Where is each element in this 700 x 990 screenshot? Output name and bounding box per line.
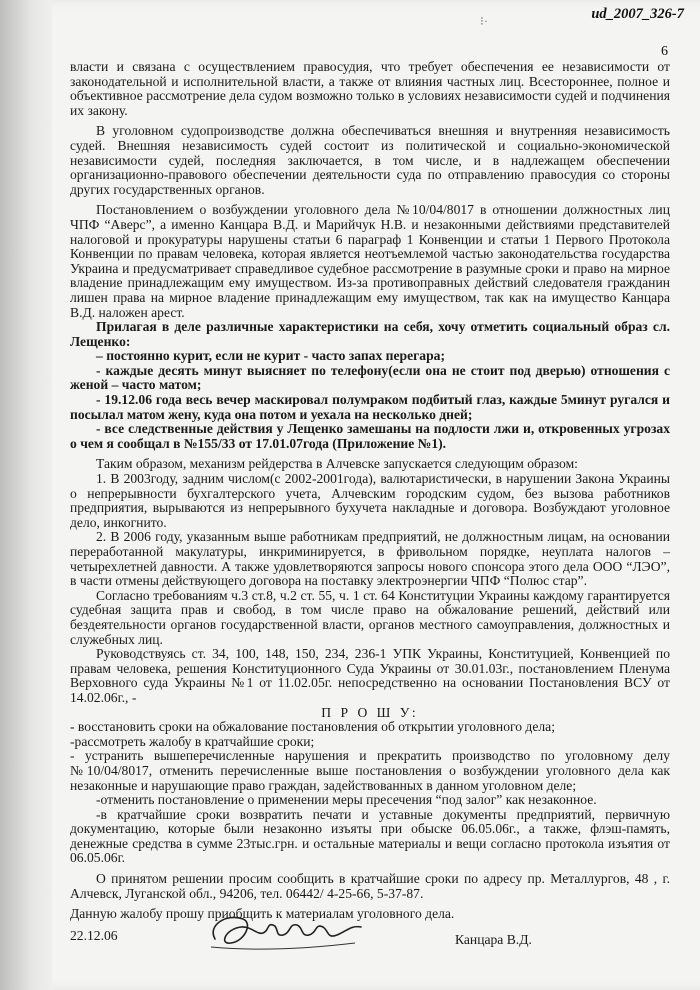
request-item: -рассмотреть жалобу в кратчайшие сроки; [70,733,315,749]
paragraph: 2. В 2006 году, указанным выше работникам предприятий, не должностным лицам, на основании переработанной макулатуры, инкриминируется, в фривольном порядке, неуплата налогов – четырехлетней давности. А также удовлетворяются запросы нового спонсора этого дела ООО “ЛЭО”, в части отмены действующего договора на поставку электроэнергии ЧПФ “Полюс стар”. [70,529,670,589]
paragraph-bold: - каждые десять минут выясняет по телефону(если она не стоит под дверью) отношения с женой – часто матом; [70,362,670,393]
left-page-edge [0,0,52,990]
document-body [70,60,670,922]
margin-mark: ⁝· [480,14,488,28]
paragraph: Данную жалобу прошу приобщить к материалам уголовного дела. [70,906,455,922]
handwritten-signature [205,905,375,960]
request-heading: П Р О Ш У: [321,704,419,720]
request-item: -в кратчайшие сроки возвратить печати и уставные документы предприятий, первичную документацию, которые были незаконно изъяты при обыске 06.05.06г., а также, флэш-память, денежные средства в сумме 23тыс.грн. и остальные материалы и вещи согласно протокола изъятия от 06.05.06г. [70,806,670,866]
paragraph: О принятом решении просим сообщить в кратчайшие сроки по адресу пр. Металлургов, 48 , г. Алчевск, Луганской обл., 94206, тел. 06442/ 4-25-66, 5-37-87. [70,871,670,901]
signer-name: Канцара В.Д. [455,932,532,947]
request-item: - устранить вышеперечисленные нарушения и прекратить производство по уголовному делу №10/04/8017, отменить перечисленные выше постановления о возбуждении уголовного дела как незаконные и нарушающие право граждан, задействованных в данном уголовном деле; [70,748,670,793]
paragraph-bold: Прилагая в деле различные характеристики на себя, хочу отметить социальный образ сл. Лещенко: [70,319,670,349]
request-item: - восстановить сроки на обжалование постановления об открытии уголовного дела; [70,719,555,735]
page-number: 6 [661,44,668,59]
paragraph: Постановлением о возбуждении уголовного дела №10/04/8017 в отношении должностных лиц ЧПФ “Аверс”, а именно Канцара В.Д. и Марийчук Н.В. и незаконными действиями представителей налоговой и прокуратуры нарушены статьи 6 параграф 1 Конвенции и статьи 1 Первого Протокола Конвенции по правам человека, которая является неотъемлемой частью законодательства государства Украина и предусматривает справедливое судебное рассмотрение в разумные сроки и право на мирное владение принадлежащим ему имуществом. Из-за противоправных действий следователя гражданин лишен права на мирное владение принадлежащим ему имуществом, так как на имущество Канцара В.Д. наложен арест. [70,202,670,320]
document-date: 22.12.06 [70,928,118,943]
paragraph-bold: - 19.12.06 года весь вечер маскировал полумраком подбитый глаз, каждые 5минут ругался и посылал матом жену, куда она потом и уехала на несколько дней; [70,392,670,422]
paragraph: В уголовном судопроизводстве должна обеспечиваться внешняя и внутренняя независимость судей. Внешняя независимость судей состоит из политической и социально-экономической независимости судей, последняя заключается, в том числе, и в надлежащем обеспечении организационно-правового обеспечении деятельности суда по отправлению правосудия со стороны других государственных органов. [70,123,670,197]
paragraph: власти и связана с осуществлением правосудия, что требует обеспечения ее независимости от законодательной и исполнительной власти, а также от влияния частных лиц. Всестороннее, полное и объективное рассмотрение дела судом возможно только в условиях независимости судей и подчинения их закону. [70,59,670,118]
paragraph: Таким образом, механизм рейдерства в Алчевске запускается следующим образом: [96,456,578,472]
paragraph-bold: - все следственные действия у Лещенко замешаны на подлости лжи и, откровенных угрозах о чем я сообщал в №155/33 от 17.01.07года (Приложение №1). [70,421,670,451]
paragraph: Согласно требованиям ч.3 ст.8, ч.2 ст. 55, ч. 1 ст. 64 Конституции Украины каждому гарантируется судебная защита прав и свобод, в том числе право на обжалование решений, действий или бездеятельности органов государственной власти, органов местного самоуправления, должностных и служебных лиц. [70,587,670,647]
document-id: ud_2007_326-7 [591,6,684,22]
request-item: -отменить постановление о применении меры пресечения “под залог” как незаконное. [96,792,597,808]
paragraph: 1. В 2003году, задним числом(с 2002-2001года), валютаристически, в нарушении Закона Украины о непрерывности бухгалтерского учета, Алчевским городским судом, без вызова работников предприятия, вырываются из непрерывного бухучета накладные и договора. Возбуждают уголовное дело, инкогнито. [70,471,670,530]
paragraph: Руководствуясь ст. 34, 100, 148, 150, 234, 236-1 УПК Украины, Конституцией, Конвенцией по правам человека, решения Конституционного Суда Украины от 30.01.03г., постановлением Пленума Верховного суда Украины №1 от 11.02.05г. непосредственно на основании Постановления ВСУ от 14.02.06г., - [70,646,670,705]
paragraph-bold: – постоянно курит, если не курит - часто запах перегара; [96,348,445,364]
